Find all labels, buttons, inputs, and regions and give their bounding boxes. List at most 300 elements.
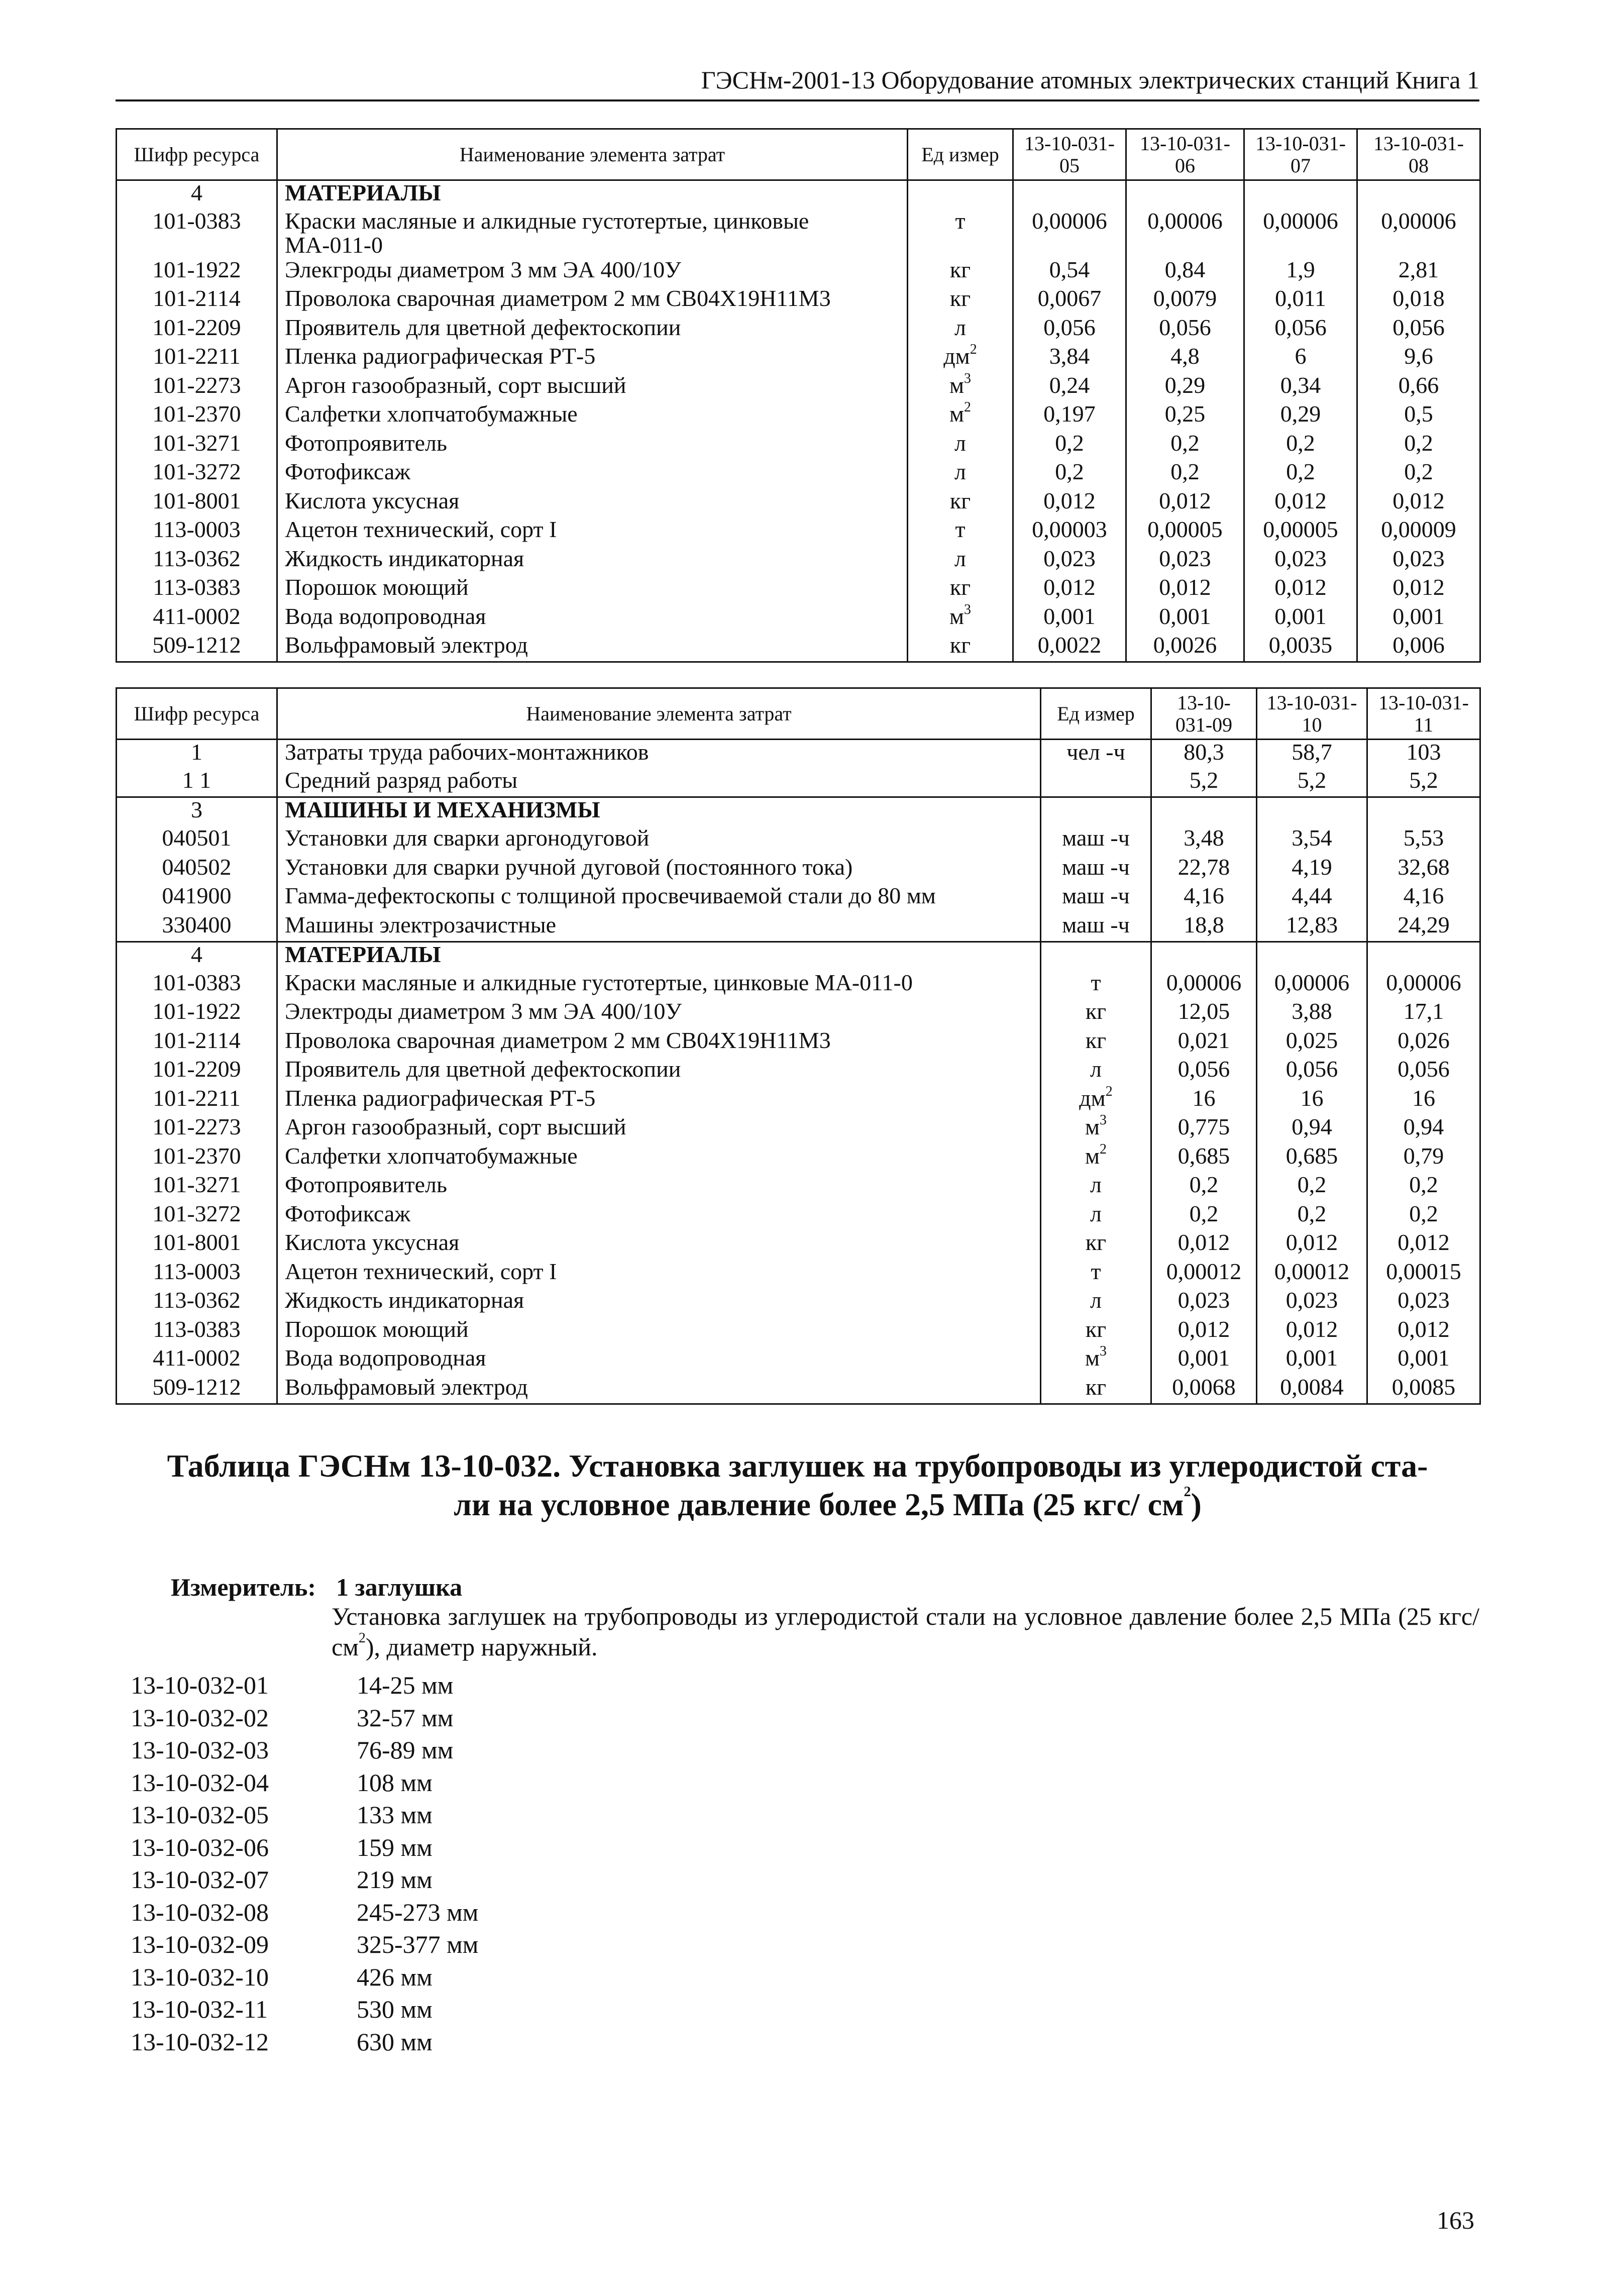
table-row: [117, 1144, 1480, 1173]
unit: кг: [1041, 1375, 1151, 1404]
resource-code: 113-0003: [117, 517, 277, 547]
table-row: [117, 633, 1480, 662]
unit: кг: [908, 633, 1013, 662]
value-cell: 5,2: [1151, 768, 1257, 797]
table-caption: [116, 1447, 1479, 1524]
table-row: [117, 1375, 1480, 1404]
resource-name: Порошок моющий: [277, 1317, 1041, 1346]
diameter-value: 14-25 мм: [357, 1671, 454, 1699]
table-row: [117, 286, 1480, 316]
page-number: 163: [1437, 2206, 1474, 2234]
value-cell: 0,056: [1257, 1057, 1367, 1086]
resource-code: 101-2209: [117, 1057, 277, 1086]
unit: л: [1041, 1057, 1151, 1086]
resource-name: Вода водопроводная: [277, 1346, 1041, 1375]
resource-code: 113-0362: [117, 547, 277, 576]
resource-code: 040502: [117, 855, 277, 884]
value-cell: 0,001: [1367, 1346, 1480, 1375]
value-cell: 32,68: [1367, 855, 1480, 884]
resource-code: 330400: [117, 913, 277, 942]
resource-name: Фотопроявитель: [277, 431, 908, 460]
unit: кг: [908, 575, 1013, 604]
table-row: [117, 575, 1480, 604]
value-cell: 0,00006: [1013, 209, 1126, 258]
value-cell: [1257, 797, 1367, 826]
unit: $м^2$: [908, 402, 1013, 431]
value-cell: 0,012: [1126, 489, 1244, 518]
resource-table-1: [116, 128, 1481, 663]
value-cell: 0,012: [1357, 575, 1480, 604]
section-title: МАШИНЫ И МЕХАНИЗМЫ: [277, 797, 1041, 826]
position-code: 13-10-032-04: [131, 1768, 269, 1797]
value-cell: 0,2: [1357, 431, 1480, 460]
table-row: [117, 855, 1480, 884]
value-cell: 0,197: [1013, 402, 1126, 431]
position-code: 13-10-032-10: [131, 1962, 269, 1991]
resource-code: 509-1212: [117, 1375, 277, 1404]
unit: т: [908, 209, 1013, 258]
unit: $м^2$: [1041, 1144, 1151, 1173]
value-cell: 2,81: [1357, 258, 1480, 287]
value-cell: 0,00003: [1013, 517, 1126, 547]
value-cell: 0,0035: [1244, 633, 1357, 662]
code-list: [131, 1669, 478, 2058]
value-cell: 0,026: [1367, 1028, 1480, 1058]
diameter-value: 159 мм: [357, 1833, 433, 1861]
value-cell: 16: [1151, 1086, 1257, 1115]
table-row: [117, 517, 1480, 547]
value-cell: 0,00012: [1151, 1260, 1257, 1289]
value-cell: 16: [1257, 1086, 1367, 1115]
unit: чел -ч: [1041, 740, 1151, 769]
value-cell: 0,056: [1244, 316, 1357, 345]
table-row: [117, 1317, 1480, 1346]
column-header: Шифр ресурса: [117, 688, 277, 740]
resource-name: Ацетон технический, сорт I: [277, 1260, 1041, 1289]
unit: т: [1041, 1260, 1151, 1289]
unit: кг: [1041, 999, 1151, 1028]
value-cell: [1244, 180, 1357, 210]
table-row: [117, 402, 1480, 431]
value-cell: [1151, 797, 1257, 826]
value-cell: 0,2: [1126, 431, 1244, 460]
resource-name: Ацетон технический, сорт I: [277, 517, 908, 547]
value-cell: 0,012: [1357, 489, 1480, 518]
value-cell: 5,53: [1367, 826, 1480, 855]
unit: $м^3$: [1041, 1115, 1151, 1144]
resource-code: 4: [117, 942, 277, 971]
value-cell: 12,83: [1257, 913, 1367, 942]
value-cell: 6: [1244, 344, 1357, 373]
value-cell: 0,001: [1357, 604, 1480, 634]
value-cell: 18,8: [1151, 913, 1257, 942]
resource-name: Кислота уксусная: [277, 489, 908, 518]
value-cell: 0,25: [1126, 402, 1244, 431]
code-list-item: [131, 1928, 478, 1961]
column-header: 13-10-031-05: [1013, 129, 1126, 180]
value-cell: 0,2: [1151, 1202, 1257, 1231]
resource-name: Краски масляные и алкидные густотертые, цинковые МА-011-0: [277, 209, 908, 258]
resource-name: Пленка радиографическая РТ-5: [277, 344, 908, 373]
meter-label: Измеритель:: [171, 1573, 316, 1601]
value-cell: 0,29: [1244, 402, 1357, 431]
unit: кг: [908, 286, 1013, 316]
unit: кг: [908, 258, 1013, 287]
resource-name: Краски масляные и алкидные густотертые, цинковые МА-011-0: [277, 971, 1041, 1000]
unit: маш -ч: [1041, 855, 1151, 884]
diameter-value: 426 мм: [357, 1962, 433, 1991]
value-cell: 0,00006: [1257, 971, 1367, 1000]
table-row: [117, 209, 1480, 258]
column-header: Ед измер: [1041, 688, 1151, 740]
table-row: [117, 1288, 1480, 1317]
value-cell: 0,018: [1357, 286, 1480, 316]
resource-name: Порошок моющий: [277, 575, 908, 604]
section-title: МАТЕРИАЛЫ: [277, 942, 1041, 971]
value-cell: 0,012: [1013, 489, 1126, 518]
table-row: [117, 913, 1480, 942]
diameter-value: 630 мм: [357, 2027, 433, 2056]
value-cell: 0,012: [1367, 1230, 1480, 1260]
resource-code: 101-2211: [117, 1086, 277, 1115]
table-row: [117, 489, 1480, 518]
table-row: [117, 740, 1480, 769]
value-cell: 0,012: [1126, 575, 1244, 604]
unit: кг: [908, 489, 1013, 518]
work-description: Установка заглушек на трубопроводы из углеродистой стали на условное давление более 2,5 МПа (25 кгс/$см^2$), диаметр наружный.: [332, 1602, 1479, 1661]
value-cell: 0,012: [1151, 1230, 1257, 1260]
unit: маш -ч: [1041, 884, 1151, 913]
unit: л: [908, 460, 1013, 489]
resource-name: Вольфрамовый электрод: [277, 633, 908, 662]
resource-code: 113-0383: [117, 1317, 277, 1346]
table-row: [117, 1173, 1480, 1202]
value-cell: 0,001: [1013, 604, 1126, 634]
value-cell: 0,2: [1244, 460, 1357, 489]
value-cell: 0,056: [1367, 1057, 1480, 1086]
position-code: 13-10-032-02: [131, 1703, 269, 1732]
value-cell: 0,2: [1013, 431, 1126, 460]
resource-code: 101-3272: [117, 1202, 277, 1231]
value-cell: 0,012: [1013, 575, 1126, 604]
value-cell: 0,006: [1357, 633, 1480, 662]
value-cell: 0,012: [1244, 575, 1357, 604]
code-list-item: [131, 1831, 478, 1864]
table-row: [117, 316, 1480, 345]
caption-line-1: Таблица ГЭСНм 13-10-032. Установка заглушек на трубопроводы из углеродистой ста-: [167, 1448, 1428, 1484]
diameter-value: 108 мм: [357, 1768, 433, 1797]
value-cell: 0,24: [1013, 373, 1126, 402]
value-cell: 0,94: [1257, 1115, 1367, 1144]
resource-name: Салфетки хлопчатобумажные: [277, 1144, 1041, 1173]
unit: [1041, 768, 1151, 797]
value-cell: 5,2: [1257, 768, 1367, 797]
resource-name: Фотофиксаж: [277, 460, 908, 489]
value-cell: 0,012: [1257, 1317, 1367, 1346]
value-cell: 80,3: [1151, 740, 1257, 769]
value-cell: 0,0068: [1151, 1375, 1257, 1404]
value-cell: 0,2: [1257, 1173, 1367, 1202]
value-cell: 0,685: [1257, 1144, 1367, 1173]
value-cell: 4,16: [1367, 884, 1480, 913]
value-cell: 3,84: [1013, 344, 1126, 373]
value-cell: 22,78: [1151, 855, 1257, 884]
resource-code: 101-8001: [117, 1230, 277, 1260]
diameter-value: 325-377 мм: [357, 1930, 479, 1958]
value-cell: 0,056: [1126, 316, 1244, 345]
resource-name: Фотопроявитель: [277, 1173, 1041, 1202]
code-list-item: [131, 1702, 478, 1734]
column-header: Ед измер: [908, 129, 1013, 180]
value-cell: 0,29: [1126, 373, 1244, 402]
table-row: [117, 942, 1480, 971]
table-row: [117, 826, 1480, 855]
unit: кг: [1041, 1028, 1151, 1058]
table-row: [117, 460, 1480, 489]
value-cell: 0,023: [1126, 547, 1244, 576]
resource-name: Элекгроды диаметром 3 мм ЭА 400/10У: [277, 258, 908, 287]
value-cell: 103: [1367, 740, 1480, 769]
table-row: [117, 604, 1480, 634]
resource-name: Аргон газообразный, сорт высший: [277, 1115, 1041, 1144]
code-list-item: [131, 1766, 478, 1799]
value-cell: 0,00005: [1126, 517, 1244, 547]
value-cell: [1357, 180, 1480, 210]
value-cell: 0,775: [1151, 1115, 1257, 1144]
value-cell: 4,44: [1257, 884, 1367, 913]
unit: л: [1041, 1288, 1151, 1317]
code-list-item: [131, 2026, 478, 2058]
value-cell: 0,2: [1013, 460, 1126, 489]
resource-code: 101-2273: [117, 1115, 277, 1144]
value-cell: 0,023: [1244, 547, 1357, 576]
unit: л: [908, 431, 1013, 460]
value-cell: 17,1: [1367, 999, 1480, 1028]
table-header-row: [117, 688, 1480, 740]
value-cell: 0,00005: [1244, 517, 1357, 547]
resource-name: Жидкость индикаторная: [277, 547, 908, 576]
value-cell: 0,023: [1013, 547, 1126, 576]
column-header: 13-10-031-11: [1367, 688, 1480, 740]
value-cell: [1151, 942, 1257, 971]
resource-name: Затраты труда рабочих-монтажников: [277, 740, 1041, 769]
value-cell: 0,2: [1357, 460, 1480, 489]
value-cell: 0,001: [1126, 604, 1244, 634]
resource-code: 101-1922: [117, 258, 277, 287]
value-cell: 0,056: [1151, 1057, 1257, 1086]
value-cell: 0,00006: [1151, 971, 1257, 1000]
value-cell: 1,9: [1244, 258, 1357, 287]
column-header: 13-10-031-06: [1126, 129, 1244, 180]
code-list-item: [131, 1734, 478, 1766]
value-cell: 0,023: [1357, 547, 1480, 576]
resource-name: Вольфрамовый электрод: [277, 1375, 1041, 1404]
resource-code: 040501: [117, 826, 277, 855]
column-header: Наименование элемента затрат: [277, 688, 1041, 740]
code-list-item: [131, 1799, 478, 1831]
value-cell: 12,05: [1151, 999, 1257, 1028]
value-cell: 0,0026: [1126, 633, 1244, 662]
resource-code: 3: [117, 797, 277, 826]
resource-code: 101-3272: [117, 460, 277, 489]
resource-name: Проявитель для цветной дефектоскопии: [277, 316, 908, 345]
resource-name: Установки для сварки аргонодуговой: [277, 826, 1041, 855]
unit: л: [1041, 1173, 1151, 1202]
resource-name: Проявитель для цветной дефектоскопии: [277, 1057, 1041, 1086]
table-row: [117, 797, 1480, 826]
code-list-item: [131, 1896, 478, 1929]
unit: [1041, 942, 1151, 971]
resource-code: 101-3271: [117, 1173, 277, 1202]
resource-code: 101-2370: [117, 1144, 277, 1173]
value-cell: 0,94: [1367, 1115, 1480, 1144]
value-cell: 0,0085: [1367, 1375, 1480, 1404]
value-cell: 58,7: [1257, 740, 1367, 769]
value-cell: 24,29: [1367, 913, 1480, 942]
diameter-value: 219 мм: [357, 1865, 433, 1894]
resource-code: 411-0002: [117, 1346, 277, 1375]
resource-name: Машины электрозачистные: [277, 913, 1041, 942]
position-code: 13-10-032-11: [131, 1995, 268, 2023]
position-code: 13-10-032-12: [131, 2027, 269, 2056]
resource-name: Проволока сварочная диаметром 2 мм СВ04Х19Н11М3: [277, 286, 908, 316]
value-cell: 0,5: [1357, 402, 1480, 431]
resource-code: 101-1922: [117, 999, 277, 1028]
table-row: [117, 999, 1480, 1028]
value-cell: 0,79: [1367, 1144, 1480, 1173]
resource-code: 101-0383: [117, 971, 277, 1000]
resource-table-2: [116, 687, 1481, 1405]
table-row: [117, 1086, 1480, 1115]
value-cell: 0,012: [1151, 1317, 1257, 1346]
resource-code: 101-2209: [117, 316, 277, 345]
resource-name: Гамма-дефектоскопы с толщиной просвечиваемой стали до 80 мм: [277, 884, 1041, 913]
value-cell: 4,19: [1257, 855, 1367, 884]
value-cell: [1367, 942, 1480, 971]
unit: [908, 180, 1013, 210]
value-cell: 0,2: [1126, 460, 1244, 489]
meter-line: [171, 1573, 462, 1602]
diameter-value: 32-57 мм: [357, 1703, 454, 1732]
table-row: [117, 1260, 1480, 1289]
unit: л: [908, 547, 1013, 576]
code-list-item: [131, 1669, 478, 1702]
diameter-value: 245-273 мм: [357, 1898, 479, 1926]
value-cell: 0,2: [1367, 1202, 1480, 1231]
column-header: 13-10-031-10: [1257, 688, 1367, 740]
value-cell: 0,056: [1357, 316, 1480, 345]
resource-name: Фотофиксаж: [277, 1202, 1041, 1231]
position-code: 13-10-032-09: [131, 1930, 269, 1958]
resource-code: 113-0003: [117, 1260, 277, 1289]
unit: $дм^2$: [1041, 1086, 1151, 1115]
position-code: 13-10-032-06: [131, 1833, 269, 1861]
table-row: [117, 1057, 1480, 1086]
resource-name: Проволока сварочная диаметром 2 мм СВ04Х19Н11М3: [277, 1028, 1041, 1058]
position-code: 13-10-032-07: [131, 1865, 269, 1894]
resource-name: Пленка радиографическая РТ-5: [277, 1086, 1041, 1115]
resource-code: 101-3271: [117, 431, 277, 460]
value-cell: 0,0084: [1257, 1375, 1367, 1404]
value-cell: 3,88: [1257, 999, 1367, 1028]
value-cell: 0,00006: [1126, 209, 1244, 258]
table-row: [117, 1028, 1480, 1058]
value-cell: 0,00006: [1244, 209, 1357, 258]
unit: $м^3$: [908, 373, 1013, 402]
value-cell: 0,023: [1151, 1288, 1257, 1317]
unit: [1041, 797, 1151, 826]
table-row: [117, 1346, 1480, 1375]
resource-code: 101-2370: [117, 402, 277, 431]
value-cell: 0,00015: [1367, 1260, 1480, 1289]
value-cell: 0,0079: [1126, 286, 1244, 316]
table-row: [117, 258, 1480, 287]
resource-code: 1: [117, 740, 277, 769]
table-row: [117, 547, 1480, 576]
value-cell: 0,2: [1257, 1202, 1367, 1231]
caption-line-2: ли на условное давление более 2,5 МПа (25 кгс/ $см^2$): [454, 1484, 1202, 1522]
unit: кг: [1041, 1230, 1151, 1260]
unit: л: [1041, 1202, 1151, 1231]
position-code: 13-10-032-01: [131, 1671, 269, 1699]
value-cell: 16: [1367, 1086, 1480, 1115]
meter-value: 1 заглушка: [336, 1573, 463, 1601]
value-cell: [1257, 942, 1367, 971]
value-cell: 0,0022: [1013, 633, 1126, 662]
resource-name: Средний разряд работы: [277, 768, 1041, 797]
table-row: [117, 1202, 1480, 1231]
column-header: Наименование элемента затрат: [277, 129, 908, 180]
unit: $м^3$: [908, 604, 1013, 634]
resource-code: 4: [117, 180, 277, 210]
unit: $м^3$: [1041, 1346, 1151, 1375]
value-cell: 0,001: [1244, 604, 1357, 634]
value-cell: [1367, 797, 1480, 826]
value-cell: 0,2: [1367, 1173, 1480, 1202]
column-header: Шифр ресурса: [117, 129, 277, 180]
value-cell: 0,025: [1257, 1028, 1367, 1058]
value-cell: 0,011: [1244, 286, 1357, 316]
code-list-item: [131, 1961, 478, 1994]
diameter-value: 133 мм: [357, 1801, 433, 1829]
value-cell: 0,685: [1151, 1144, 1257, 1173]
unit: маш -ч: [1041, 913, 1151, 942]
unit: $дм^2$: [908, 344, 1013, 373]
value-cell: 0,2: [1244, 431, 1357, 460]
resource-name: Установки для сварки ручной дуговой (постоянного тока): [277, 855, 1041, 884]
resource-code: 101-2114: [117, 286, 277, 316]
table-row: [117, 1115, 1480, 1144]
table-row: [117, 373, 1480, 402]
value-cell: 0,012: [1257, 1230, 1367, 1260]
resource-code: 101-0383: [117, 209, 277, 258]
position-code: 13-10-032-05: [131, 1801, 269, 1829]
value-cell: 0,66: [1357, 373, 1480, 402]
value-cell: 4,8: [1126, 344, 1244, 373]
resource-code: 113-0362: [117, 1288, 277, 1317]
code-list-item: [131, 1863, 478, 1896]
resource-name: Вода водопроводная: [277, 604, 908, 634]
value-cell: 0,0067: [1013, 286, 1126, 316]
code-list-item: [131, 1993, 478, 2026]
table-row: [117, 344, 1480, 373]
value-cell: 0,001: [1257, 1346, 1367, 1375]
value-cell: 0,012: [1244, 489, 1357, 518]
table-row: [117, 1230, 1480, 1260]
unit: маш -ч: [1041, 826, 1151, 855]
value-cell: 9,6: [1357, 344, 1480, 373]
resource-name: Электроды диаметром 3 мм ЭА 400/10У: [277, 999, 1041, 1028]
